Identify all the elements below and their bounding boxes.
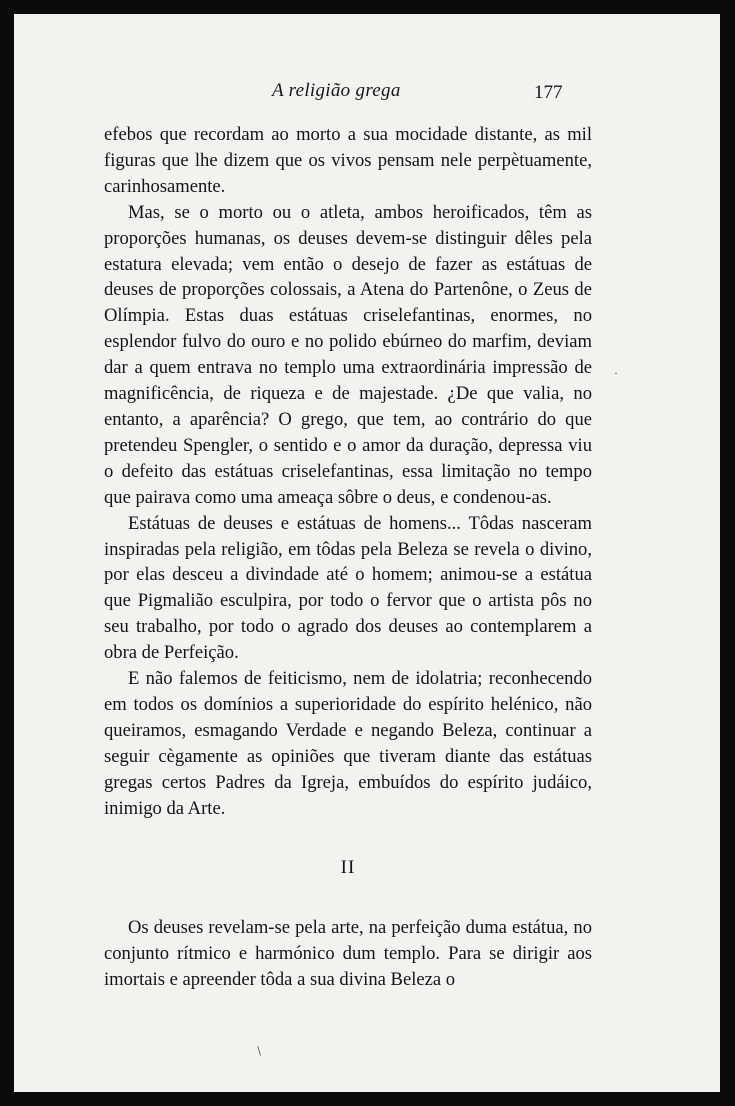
page-header: [14, 80, 720, 110]
paragraph-statues-of-gods-and-men: Estátuas de deuses e estátuas de homens... Tôdas nasceram inspiradas pela religião, em tôdas pela Beleza se revela o divino, por elas desceu a divindade até o homem; animou-se a estátua que Pigmalião esculpira, por todo o fervor que o artista pôs no seu trabalho, por todo o agrado dos deuses ao contemplarem a obra de Perfeição.: [104, 512, 592, 664]
page-number: 177: [534, 82, 563, 103]
running-head: A religião grega: [272, 80, 401, 101]
body-text: [104, 122, 592, 993]
paragraph-section-two: Os deuses revelam-se pela arte, na perfeição duma estátua, no conjunto rítmico e harmónico dum templo. Para se dirigir aos imortais e apreender tôda a sua divina Beleza o: [104, 917, 592, 991]
stray-pen-mark: /: [253, 1044, 266, 1059]
stray-dot-mark: ·: [614, 366, 618, 380]
paragraph-colossal-statues: Mas, se o morto ou o atleta, ambos heroificados, têm as proporções humanas, os deuses devem-se distinguir dêles pela estatura elevada; vem então o desejo de fazer as estátuas de deuses de proporções colossais, a Atena do Partenône, o Zeus de Olímpia. Estas duas estátuas criselefantinas, enormes, no esplendor fulvo do ouro e no polido ebúrneo do marfim, deviam dar a quem entrava no templo uma extraordinária impressão de magnificência, de riqueza e de majestade. ¿De que valia, no entanto, a aparência? O grego, que tem, ao contrário do que pretendeu Spengler, o sentido e o amor da duração, depressa viu o defeito das estátuas criselefantinas, essa limitação no tempo que pairava como uma ameaça sôbre o deus, e condenou-as.: [104, 201, 592, 508]
paragraph-continued: efebos que recordam ao morto a sua mocidade distante, as mil figuras que lhe dizem que os vivos pensam nele perpètuamente, carinhosamente.: [104, 124, 592, 197]
paragraph-idolatry: E não falemos de feiticismo, nem de idolatria; reconhecendo em todos os domínios a superioridade do espírito helénico, não queiramos, esmagando Verdade e negando Beleza, continuar a seguir cègamente as opiniões que tiveram diante das estátuas gregas certos Padres da Igreja, embuídos do espírito judáico, inimigo da Arte.: [104, 668, 592, 819]
book-page: [14, 14, 720, 1092]
section-heading: II: [340, 857, 356, 879]
